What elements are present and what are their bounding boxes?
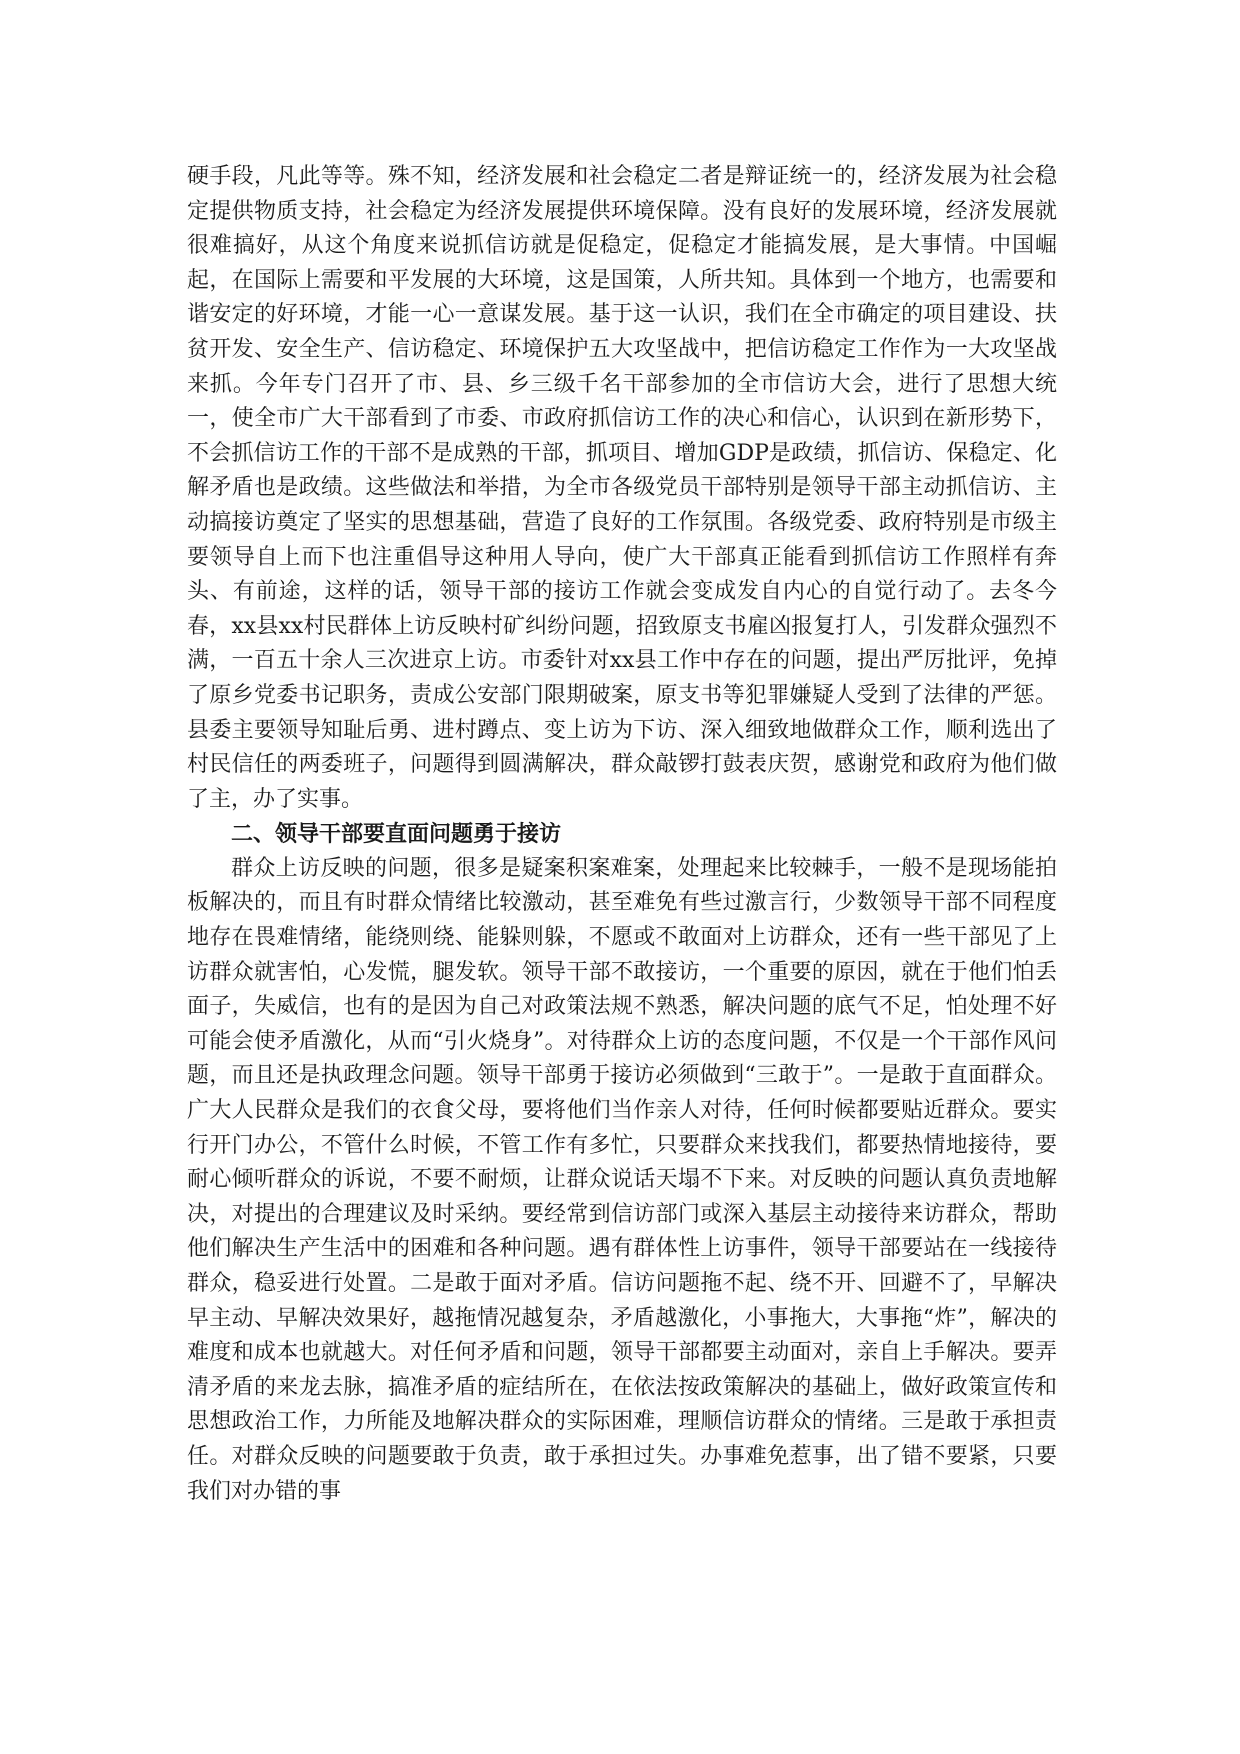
section-heading: 二、领导干部要直面问题勇于接访 [231, 821, 562, 848]
paragraph-2: 群众上访反映的问题，很多是疑案积案难案，处理起来比较棘手，一般不是现场能拍板解决的，而且有时群众情绪比较激动，甚至难免有些过激言行，少数领导干部不同程度地存在畏难情绪，能绕则绕、能躲则躲，不愿或不敢面对上访群众，还有一些干部见了上访群众就害怕，心发慌，腿发软。领导干部不敢接访，一个重要的原因，就在于他们怕丢面子，失威信，也有的是因为自己对政策法规不熟悉，解决问题的底气不足，怕处理不好可能会使矛盾激化，从而“引火烧身”。对待群众上访的态度问题，不仅是一个干部作风问题，而且还是执政理念问题。领导干部勇于接访必须做到“三敢于”。一是敢于直面群众。广大人民群众是我们的衣食父母，要将他们当作亲人对待，任何时候都要贴近群众。要实行开门办公，不管什么时候，不管工作有多忙，只要群众来找我们，都要热情地接待，要耐心倾听群众的诉说，不要不耐烦，让群众说话天塌不下来。对反映的问题认真负责地解决，对提出的合理建议及时采纳。要经常到信访部门或深入基层主动接待来访群众，帮助他们解决生产生活中的困难和各种问题。遇有群体性上访事件，领导干部要站在一线接待群众，稳妥进行处置。二是敢于面对矛盾。信访问题拖不起、绕不开、回避不了，早解决早主动、早解决效果好，越拖情况越复杂，矛盾越激化，小事拖大，大事拖“炸”，解决的难度和成本也就越大。对任何矛盾和问题，领导干部都要主动面对，亲自上手解决。要弄清矛盾的来龙去脉，搞准矛盾的症结所在，在依法按政策解决的基础上，做好政策宣传和思想政治工作，力所能及地解决群众的实际困难，理顺信访群众的情绪。三是敢于承担责任。对群众反映的问题要敢于负责，敢于承担过失。办事难免惹事，出了错不要紧，只要我们对办错的事 [187, 855, 1057, 1504]
paragraph-continued: 硬手段，凡此等等。殊不知，经济发展和社会稳定二者是辩证统一的，经济发展为社会稳定提供物质支持，社会稳定为经济发展提供环境保障。没有良好的发展环境，经济发展就很难搞好，从这个角度来说抓信访就是促稳定，促稳定才能搞发展，是大事情。中国崛起，在国际上需要和平发展的大环境，这是国策，人所共知。具体到一个地方，也需要和谐安定的好环境，才能一心一意谋发展。基于这一认识，我们在全市确定的项目建设、扶贫开发、安全生产、信访稳定、环境保护五大攻坚战中，把信访稳定工作作为一大攻坚战来抓。今年专门召开了市、县、乡三级千名干部参加的全市信访大会，进行了思想大统一，使全市广大干部看到了市委、市政府抓信访工作的决心和信心，认识到在新形势下，不会抓信访工作的干部不是成熟的干部，抓项目、增加GDP是政绩，抓信访、保稳定、化解矛盾也是政绩。这些做法和举措，为全市各级党员干部特别是领导干部主动抓信访、主动搞接访奠定了坚实的思想基础，营造了良好的工作氛围。各级党委、政府特别是市级主要领导自上而下也注重倡导这种用人导向，使广大干部真正能看到抓信访工作照样有奔头、有前途，这样的话，领导干部的接访工作就会变成发自内心的自觉行动了。去冬今春，xx县xx村民群体上访反映村矿纠纷问题，招致原支书雇凶报复打人，引发群众强烈不满，一百五十余人三次进京上访。市委针对xx县工作中存在的问题，提出严厉批评，免掉了原乡党委书记职务，责成公安部门限期破案，原支书等犯罪嫌疑人受到了法律的严惩。县委主要领导知耻后勇、进村蹲点、变上访为下访、深入细致地做群众工作，顺利选出了村民信任的两委班子，问题得到圆满解决，群众敲锣打鼓表庆贺，感谢党和政府为他们做了主，办了实事。 [187, 164, 1057, 812]
document-body [187, 160, 1057, 1509]
